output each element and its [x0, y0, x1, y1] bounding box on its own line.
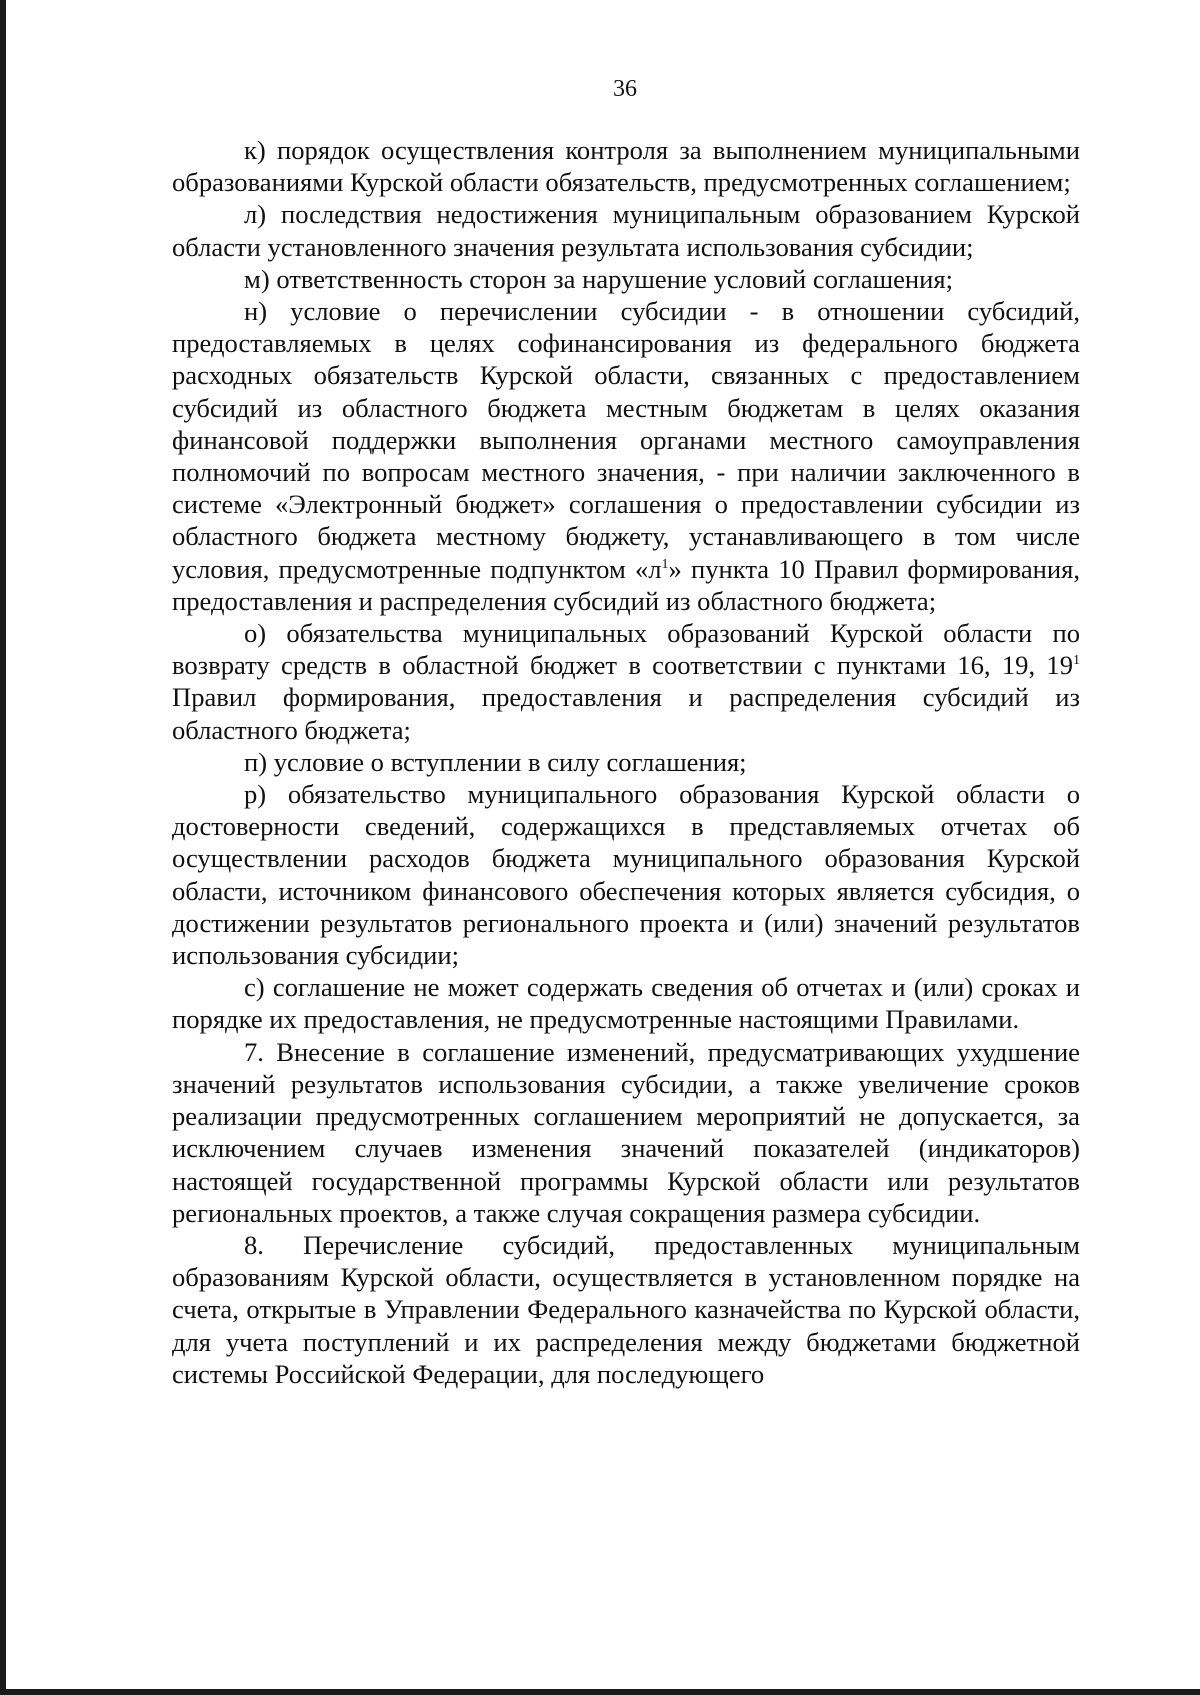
paragraph-o [172, 617, 1080, 746]
superscript: 1 [661, 556, 669, 572]
paragraph-m: м) ответственность сторон за нарушение условий соглашения; [244, 263, 954, 294]
scan-edge-left [0, 0, 6, 1695]
paragraph-n-text-cont: » пункта 10 Правил формирования, предоставления и распределения субсидий из областного бюджета; [172, 553, 1080, 616]
paragraph-p: п) условие о вступлении в силу соглашения; [244, 746, 747, 777]
paragraph-8: 8. Перечисление субсидий, предоставленных муниципальным образованиям Курской области, осуществляется в установленном порядке на счета, открытые в Управлении Федерального казначейства по Курской области, для учета поступлений и их распределения между бюджетами бюджетной системы Российской Федерации, для последующего [172, 1229, 1080, 1389]
paragraph-l: л) последствия недостижения муниципальным образованием Курской области установленного значения результата использования субсидии; [172, 199, 1080, 262]
paragraph-o-text: о) обязательства муниципальных образований Курской области по возврату средств в областной бюджет в соответствии с пунктами 16, 19, 19 [172, 618, 1080, 681]
paragraph-r: р) обязательство муниципального образования Курской области о достоверности сведений, содержащихся в представляемых отчетах об осуществлении расходов бюджета муниципального образования Курской области, источником финансового обеспечения которых является субсидия, о достижении результатов регионального проекта и (или) значений результатов использования субсидии; [172, 779, 1080, 971]
page-number: 36 [613, 76, 637, 102]
superscript: 1 [1073, 653, 1080, 669]
paragraph-7: 7. Внесение в соглашение изменений, предусматривающих ухудшение значений результатов использования субсидии, а также увеличение сроков реализации предусмотренных соглашением мероприятий не допускается, за исключением случаев изменения значений показателей (индикаторов) настоящей государственной программы Курской области или результатов региональных проектов, а также случая сокращения размера субсидии. [172, 1036, 1080, 1228]
paragraph-o-text-cont: Правил формирования, предоставления и распределения субсидий из областного бюджета; [172, 682, 1080, 745]
paragraph-n [172, 295, 1080, 617]
document-body [172, 134, 1080, 1390]
paragraph-k: к) порядок осуществления контроля за выполнением муниципальными образованиями Курской области обязательств, предусмотренных соглашением; [172, 135, 1080, 198]
paragraph-s: с) соглашение не может содержать сведения об отчетах и (или) сроках и порядке их предоставления, не предусмотренные настоящими Правилами. [172, 972, 1080, 1035]
scan-edge-bottom [0, 1689, 1200, 1695]
paragraph-n-text: н) условие о перечислении субсидии - в отношении субсидий, предоставляемых в целях софинансирования из федерального бюджета расходных обязательств Курской области, связанных с предоставлением субсидий из областного бюджета местным бюджетам в целях оказания финансовой поддержки выполнения органами местного самоуправления полномочий по вопросам местного значения, - при наличии заключенного в системе «Электронный бюджет» соглашения о предоставлении субсидии из областного бюджета местному бюджету, устанавливающего в том числе условия, предусмотренные подпунктом «л [172, 296, 1080, 584]
